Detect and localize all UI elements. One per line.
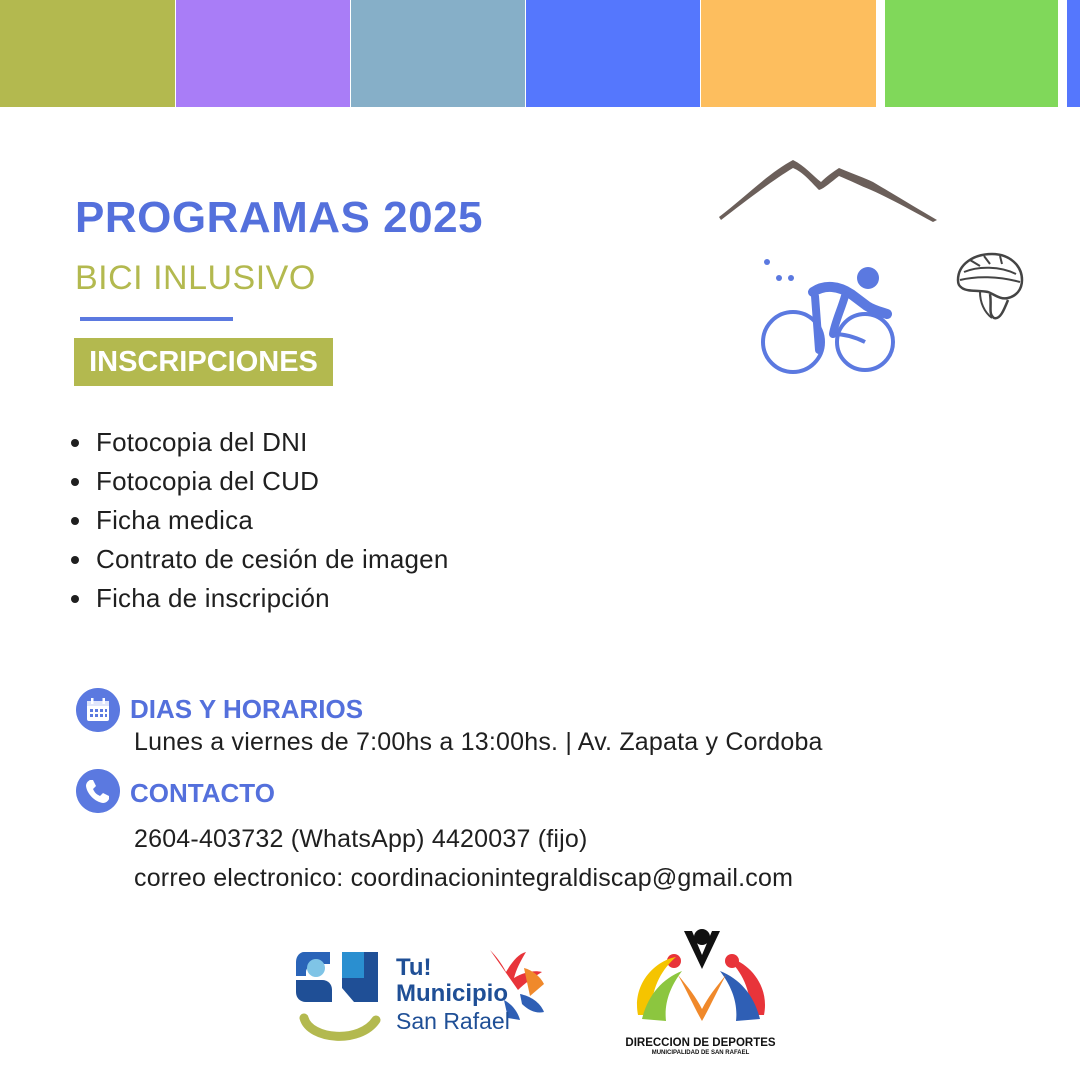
list-item: Ficha de inscripción — [68, 579, 449, 618]
deportes-logo-line1: DIRECCION DE DEPORTES — [625, 1037, 776, 1049]
color-bar-1 — [0, 0, 175, 107]
cyclist-icon — [755, 250, 905, 378]
list-item: Fotocopia del CUD — [68, 462, 449, 501]
list-item: Contrato de cesión de imagen — [68, 540, 449, 579]
helmet-icon — [950, 250, 1028, 325]
top-color-bar — [0, 0, 1080, 107]
deportes-logo — [618, 925, 783, 1060]
schedule-text: Lunes a viernes de 7:00hs a 13:00hs. | Av. Zapata y Cordoba — [134, 728, 823, 756]
municipio-logo-line1: Tu! — [396, 954, 432, 981]
color-bar-6 — [885, 0, 1058, 107]
contact-email: correo electronico: coordinacionintegraldiscap@gmail.com — [134, 864, 794, 892]
contact-label: CONTACTO — [130, 778, 275, 808]
phone-icon — [76, 769, 120, 813]
divider — [80, 317, 233, 321]
municipio-logo-line2: Municipio — [396, 980, 508, 1007]
contact-phone: 2604-403732 (WhatsApp) 4420037 (fijo) — [134, 825, 588, 853]
inscripciones-badge: INSCRIPCIONES — [74, 338, 333, 386]
color-bar-3 — [351, 0, 525, 107]
color-bar-2 — [176, 0, 350, 107]
schedule-label: DIAS Y HORARIOS — [130, 694, 364, 724]
municipio-logo — [292, 940, 567, 1055]
municipio-logo-line3: San Rafael — [396, 1008, 510, 1034]
mountain-icon — [715, 152, 945, 227]
page-subtitle: BICI INLUSIVO — [75, 259, 316, 297]
color-bar-5 — [701, 0, 876, 107]
deportes-logo-line2: MUNICIPALIDAD DE SAN RAFAEL — [651, 1050, 750, 1056]
calendar-icon — [76, 688, 120, 732]
list-item: Fotocopia del DNI — [68, 423, 449, 462]
requirements-list — [68, 423, 449, 618]
list-item: Ficha medica — [68, 501, 449, 540]
color-bar-4 — [526, 0, 700, 107]
page-title: PROGRAMAS 2025 — [75, 193, 484, 242]
color-bar-7 — [1067, 0, 1080, 107]
